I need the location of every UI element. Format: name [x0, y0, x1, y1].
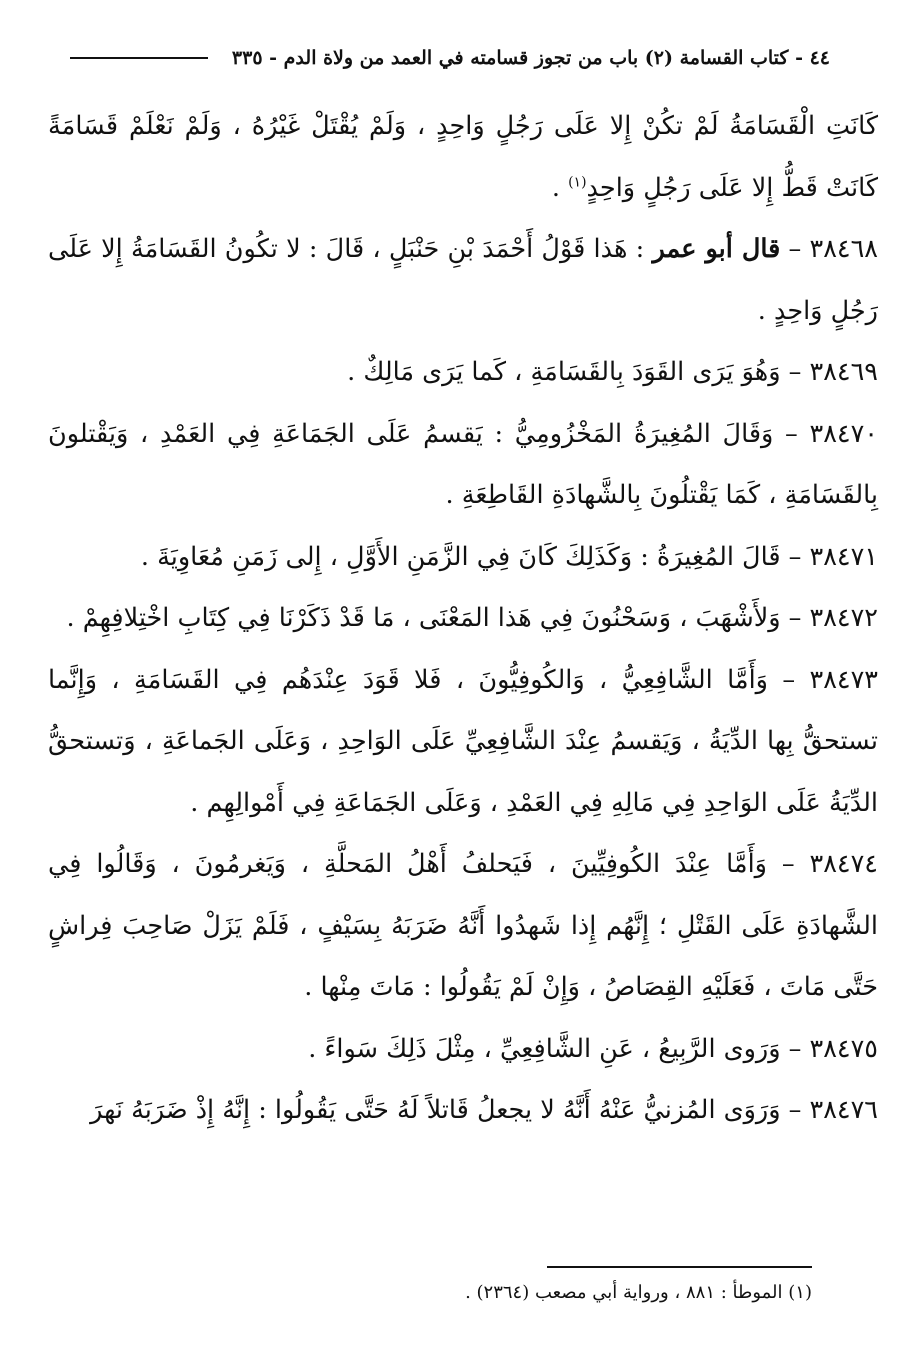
- entry-38475: ٣٨٤٧٥ – وَرَوى الرَّبِيعُ ، عَنِ الشَّافِعِيِّ ، مِثْلَ ذَلِكَ سَواءً .: [308, 1033, 878, 1064]
- entry-text: وَلأَشْهَبَ ، وَسَحْنُونَ فِي هَذا المَعْنَى ، مَا قَدْ ذَكَرْنَا فِي كِتَابِ اخْتِلافِهِمْ .: [66, 603, 781, 633]
- entry-text: وَأَمَّا الشَّافِعِيُّ ، وَالكُوفِيُّونَ ، فَلا قَوَدَ عِنْدَهُم فِي القَسَامَةِ ، وَإِنَّما تستحقُّ بِها الدِّيَةُ ، وَيَقسمُ عِنْدَ الشَّافِعِيِّ عَلَى الوَاحِدِ ، وَعَلَى الجَماعَةِ ، وَتستحقُّ الدِّيَةُ عَلَى الوَاحِدِ فِي مَالِهِ فِي العَمْدِ ، وَعَلَى الجَمَاعَةِ فِي أَمْوالِهِم .: [48, 664, 878, 818]
- footnote: (١) الموطأ : ٨٨١ ، ورواية أبي مصعب (٢٣٦٤) .: [465, 1282, 812, 1303]
- entry-38472: ٣٨٤٧٢ – وَلأَشْهَبَ ، وَسَحْنُونَ فِي هَذا المَعْنَى ، مَا قَدْ ذَكَرْنَا فِي كِتَابِ اخْتِلافِهِمْ .: [66, 603, 878, 633]
- entry-38469: ٣٨٤٦٩ – وَهُوَ يَرَى القَوَدَ بِالقَسَامَةِ ، كَما يَرَى مَالِكٌ .: [347, 357, 878, 387]
- entry-number: ٣٨٤٧١: [809, 541, 878, 572]
- entry-38470: ٣٨٤٧٠ – وَقَالَ المُغِيرَةُ المَخْزُومِيُّ : يَقسمُ عَلَى الجَمَاعَةِ فِي العَمْدِ ، وَيَقْتلونَ بِالقَسَامَةِ ، كَمَا يَقْتلُونَ بِالشَّهادَةِ القَاطِعَةِ .: [48, 418, 878, 510]
- entry-number: ٣٨٤٧٥: [809, 1033, 878, 1064]
- entry-text: وَهُوَ يَرَى القَوَدَ بِالقَسَامَةِ ، كَما يَرَى مَالِكٌ .: [347, 357, 781, 387]
- entry-text: وَرَوى الرَّبِيعُ ، عَنِ الشَّافِعِيِّ ، مِثْلَ ذَلِكَ سَواءً .: [308, 1033, 781, 1064]
- entry-number: ٣٨٤٧٢: [809, 603, 878, 633]
- entry-text: وَقَالَ المُغِيرَةُ المَخْزُومِيُّ : يَقسمُ عَلَى الجَمَاعَةِ فِي العَمْدِ ، وَيَقْتلونَ بِالقَسَامَةِ ، كَمَا يَقْتلُونَ بِالشَّهادَةِ القَاطِعَةِ .: [48, 418, 878, 510]
- entry-38476: ٣٨٤٧٦ – وَرَوَى المُزنيُّ عَنْهُ أَنَّهُ لا يجعلُ قَاتلاً لَهُ حَتَّى يَقُولُوا : إِنَّهُ إِذْ ضَرَبَهُ نَهرَ: [90, 1095, 878, 1125]
- entry-38473: ٣٨٤٧٣ – وَأَمَّا الشَّافِعِيُّ ، وَالكُوفِيُّونَ ، فَلا قَوَدَ عِنْدَهُم فِي القَسَامَةِ ، وَإِنَّما تستحقُّ بِها الدِّيَةُ ، وَيَقسمُ عِنْدَ الشَّافِعِيِّ عَلَى الوَاحِدِ ، وَعَلَى الجَماعَةِ ، وَتستحقُّ الدِّيَةُ عَلَى الوَاحِدِ فِي مَالِهِ فِي العَمْدِ ، وَعَلَى الجَمَاعَةِ فِي أَمْوالِهِم .: [48, 664, 878, 818]
- opening-paragraph: [48, 96, 878, 219]
- entry-number: ٣٨٤٧٠: [809, 418, 878, 449]
- entry-number: ٣٨٤٧٣: [809, 664, 878, 695]
- footnote-ref: (١): [568, 174, 587, 190]
- entry-38468: ٣٨٤٦٨ – قال أبو عمر : هَذا قَوْلُ أَحْمَدَ بْنِ حَنْبَلٍ ، قَالَ : لا تكُونُ القَسَامَةُ إِلا عَلَى رَجُلٍ وَاحِدٍ .: [48, 234, 878, 326]
- entry-number: ٣٨٤٧٦: [809, 1095, 878, 1125]
- entry-text: : هَذا قَوْلُ أَحْمَدَ بْنِ حَنْبَلٍ ، قَالَ : لا تكُونُ القَسَامَةُ إِلا عَلَى رَجُلٍ وَاحِدٍ .: [48, 234, 878, 326]
- entry-number: ٣٨٤٦٨: [809, 234, 878, 264]
- opening-paragraph-tail: .: [551, 172, 569, 203]
- entry-38471: ٣٨٤٧١ – قَالَ المُغِيرَةُ : وَكَذَلِكَ كَانَ فِي الزَّمَنِ الأَوَّلِ ، إِلى زَمَنِ مُعَاوِيَةَ .: [140, 541, 878, 572]
- entry-speaker: قال أبو عمر: [652, 234, 781, 264]
- footnote-rule: [547, 1266, 812, 1268]
- entry-number: ٣٨٤٦٩: [809, 357, 878, 387]
- entry-number: ٣٨٤٧٤: [809, 849, 878, 879]
- header-title: ٤٤ - كتاب القسامة (٢) باب من تجوز قسامته في العمد من ولاة الدم - ٣٣٥: [231, 47, 830, 69]
- header-rule: [70, 57, 208, 59]
- entry-38474: ٣٨٤٧٤ – وَأَمَّا عِنْدَ الكُوفِيِّينَ ، فَيَحلفُ أَهْلُ المَحلَّةِ ، وَيَغرمُونَ ، وَقَالُوا فِي الشَّهادَةِ عَلَى القَتْلِ ؛ إِنَّهُم إِذا شَهدُوا أَنَّهُ ضَرَبَهُ بِسَيْفٍ ، فَلَمْ يَزَلْ صَاحِبَ فِراشٍ حَتَّى مَاتَ ، فَعَلَيْهِ القِصَاصُ ، وَإِنْ لَمْ يَقُولُوا : مَاتَ مِنْها .: [48, 849, 878, 1002]
- opening-paragraph-text: كَانَتِ الْقَسَامَةُ لَمْ تكُنْ إِلا عَلَى رَجُلٍ وَاحِدٍ ، وَلَمْ يُقْتَلْ غَيْرُهُ ، وَلَمْ نَعْلَمْ قَسَامَةً كَانَتْ قَطُّ إِلا عَلَى رَجُلٍ وَاحِدٍ: [48, 111, 878, 203]
- entry-text: قَالَ المُغِيرَةُ : وَكَذَلِكَ كَانَ فِي الزَّمَنِ الأَوَّلِ ، إِلى زَمَنِ مُعَاوِيَةَ .: [140, 541, 781, 572]
- main-text: [48, 96, 878, 1142]
- entry-text: وَرَوَى المُزنيُّ عَنْهُ أَنَّهُ لا يجعلُ قَاتلاً لَهُ حَتَّى يَقُولُوا : إِنَّهُ إِذْ ضَرَبَهُ نَهرَ: [90, 1095, 781, 1125]
- entry-text: وَأَمَّا عِنْدَ الكُوفِيِّينَ ، فَيَحلفُ أَهْلُ المَحلَّةِ ، وَيَغرمُونَ ، وَقَالُوا فِي الشَّهادَةِ عَلَى القَتْلِ ؛ إِنَّهُم إِذا شَهدُوا أَنَّهُ ضَرَبَهُ بِسَيْفٍ ، فَلَمْ يَزَلْ صَاحِبَ فِراشٍ حَتَّى مَاتَ ، فَعَلَيْهِ القِصَاصُ ، وَإِنْ لَمْ يَقُولُوا : مَاتَ مِنْها .: [48, 849, 878, 1002]
- running-header: [70, 38, 830, 78]
